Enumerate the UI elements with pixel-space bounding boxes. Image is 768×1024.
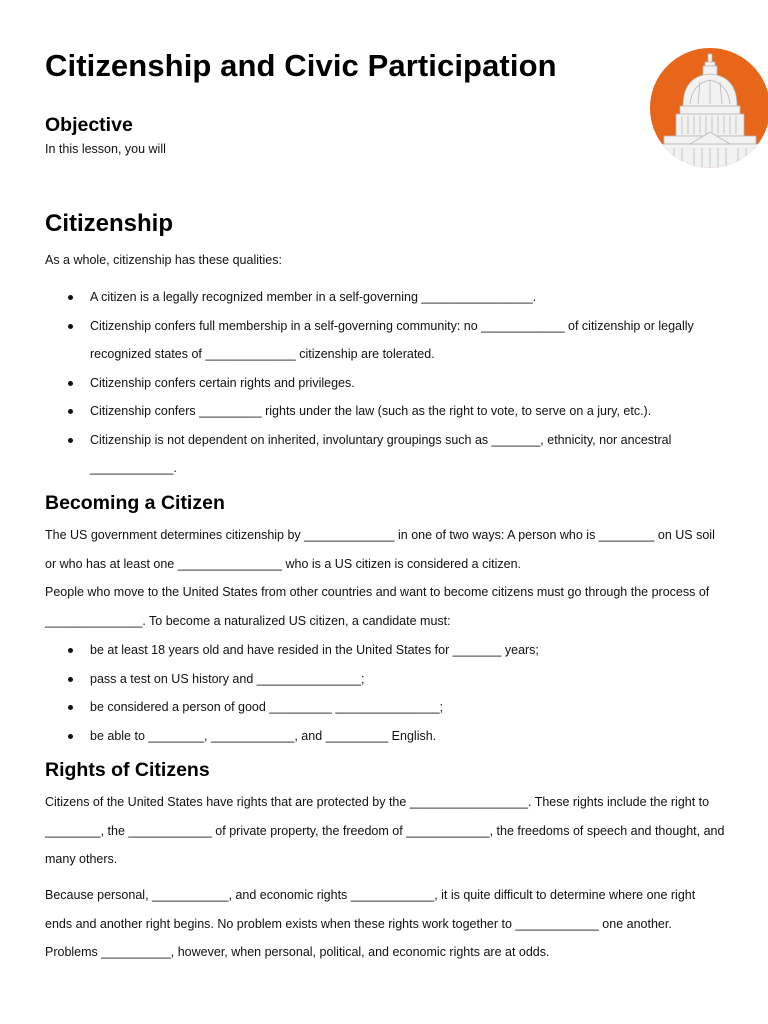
naturalization-requirements-list	[45, 636, 725, 750]
objective-heading: Objective	[45, 114, 133, 136]
rights-paragraph-1: Citizens of the United States have rights that are protected by the _________________. These rights include the right to ________, the ____________ of private property, the freedom of ____________, the freedoms of speech and thought, and many others.	[45, 795, 725, 866]
list-item: be considered a person of good _________ _______________;	[45, 693, 725, 722]
list-item: Citizenship confers certain rights and privileges.	[45, 369, 725, 398]
citizenship-intro: As a whole, citizenship has these qualities:	[45, 253, 282, 267]
list-item: pass a test on US history and _______________;	[45, 665, 725, 694]
list-item: Citizenship is not dependent on inherited, involuntary groupings such as _______, ethnicity, nor ancestral ____________.	[45, 426, 725, 483]
list-item: be able to ________, ____________, and _________ English.	[45, 722, 725, 751]
capitol-building-icon	[650, 48, 768, 168]
objective-text: In this lesson, you will	[45, 142, 166, 156]
becoming-citizen-paragraph-2: People who move to the United States from other countries and want to become citizens must go through the process of ______________. To become a naturalized US citizen, a candidate must:	[45, 585, 710, 628]
list-item: Citizenship confers full membership in a self-governing community: no ____________ of citizenship or legally recognized states of _____________ citizenship are tolerated.	[45, 312, 725, 369]
becoming-citizen-paragraph-1: The US government determines citizenship by _____________ in one of two ways: A person who is ________ on US soil or who has at least one _______________ who is a US citizen is considered a citizen.	[45, 528, 715, 571]
list-item: Citizenship confers _________ rights under the law (such as the right to vote, to serve on a jury, etc.).	[45, 397, 725, 426]
becoming-citizen-heading: Becoming a Citizen	[45, 492, 225, 514]
list-item: A citizen is a legally recognized member in a self-governing ________________.	[45, 283, 725, 312]
page-title: Citizenship and Civic Participation	[45, 48, 557, 83]
list-item: be at least 18 years old and have resided in the United States for _______ years;	[45, 636, 725, 665]
citizenship-heading: Citizenship	[45, 210, 174, 237]
rights-paragraph-2: Because personal, ___________, and economic rights ____________, it is quite difficult to determine where one right ends and another right begins. No problem exists when these rights work together to ____________ one another. Problems __________, however, when personal, political, and economic rights are at odds.	[45, 888, 696, 959]
rights-of-citizens-heading: Rights of Citizens	[45, 759, 210, 781]
citizenship-qualities-list	[45, 283, 725, 483]
